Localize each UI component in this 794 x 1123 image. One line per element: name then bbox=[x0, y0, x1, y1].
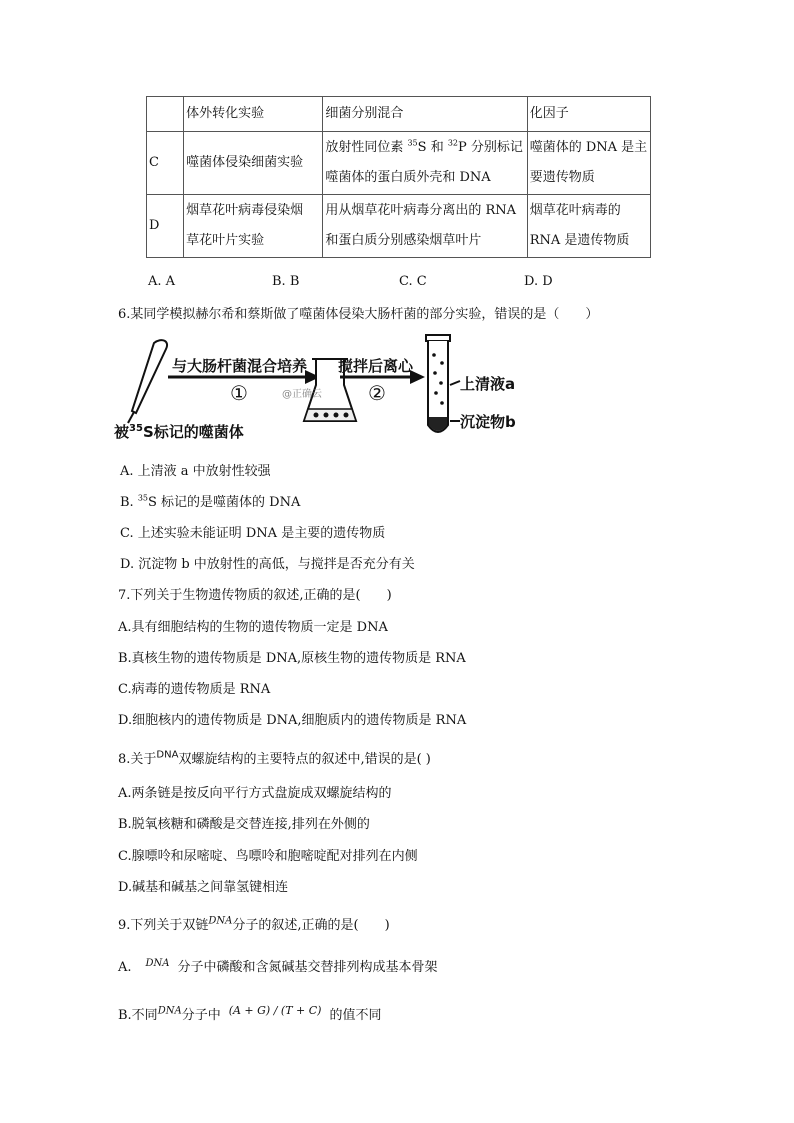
q8-option-b[interactable]: B.脱氧核糖和磷酸是交替连接,排列在外侧的 bbox=[118, 817, 370, 832]
q6-option-d[interactable]: D. 沉淀物 b 中放射性的高低，与搅拌是否充分有关 bbox=[120, 557, 415, 572]
q7-option-c[interactable]: C.病毒的遗传物质是 RNA bbox=[118, 682, 271, 697]
cell-line: RNA 是遗传物质 bbox=[529, 233, 630, 248]
label-text: S标记的噬菌体 bbox=[142, 423, 244, 441]
table-cell: 化因子 bbox=[527, 97, 650, 132]
option-text: B.不同 bbox=[118, 1008, 158, 1023]
phage-label bbox=[114, 421, 244, 442]
dna-symbol: DNA bbox=[208, 915, 233, 927]
stem-text: 9.下列关于双链 bbox=[118, 918, 209, 933]
q7-stem: 7.下列关于生物遗传物质的叙述,正确的是( ) bbox=[118, 588, 392, 603]
sediment-label: 沉淀物b bbox=[460, 413, 516, 431]
cell-line: 草花叶片实验 bbox=[186, 233, 265, 248]
q7-option-a[interactable]: A.具有细胞结构的生物的遗传物质一定是 DNA bbox=[118, 620, 388, 635]
table-row bbox=[147, 195, 651, 258]
row-label: D bbox=[147, 195, 184, 258]
row-label: C bbox=[147, 132, 184, 195]
step2-number: ② bbox=[368, 381, 386, 405]
cell-line bbox=[325, 133, 524, 163]
step1-label: 与大肠杆菌混合培养 bbox=[172, 357, 308, 375]
cell-line: 用从烟草花叶病毒分离出的 RNA bbox=[325, 203, 517, 218]
cell-line: 烟草花叶病毒的 bbox=[529, 203, 621, 218]
table-cell: 噬菌体侵染细菌实验 bbox=[184, 132, 323, 195]
superscript: 32 bbox=[447, 138, 459, 148]
q6-stem: 6.某同学模拟赫尔希和蔡斯做了噬菌体侵染大肠杆菌的部分实验，错误的是（ ） bbox=[118, 307, 599, 322]
q8-stem bbox=[118, 748, 431, 767]
cell-text: P 分别标记 bbox=[458, 140, 523, 155]
table-cell bbox=[527, 132, 650, 195]
q6-option-b[interactable] bbox=[120, 491, 300, 510]
option-text: 分子中磷酸和含氮碱基交替排列构成基本骨架 bbox=[177, 960, 438, 975]
step2-label: 搅拌后离心 bbox=[338, 357, 414, 375]
stem-text: 分子的叙述,正确的是( ) bbox=[232, 918, 390, 933]
cell-text: S 和 bbox=[417, 140, 448, 155]
table-row bbox=[147, 97, 651, 132]
stem-text: 8.关于 bbox=[118, 752, 157, 767]
phage-experiment-diagram bbox=[110, 333, 520, 448]
step1-number: ① bbox=[230, 381, 248, 405]
table-cell: 细菌分别混合 bbox=[323, 97, 527, 132]
q9-stem bbox=[118, 914, 390, 933]
cell-line: 噬菌体的 DNA 是主 bbox=[529, 140, 648, 155]
option-text: 的值不同 bbox=[329, 1008, 382, 1023]
q9-option-b[interactable] bbox=[118, 1004, 382, 1023]
dna-symbol: DNA bbox=[145, 957, 170, 969]
table-cell bbox=[184, 195, 323, 258]
supernatant-label: 上清液a bbox=[460, 375, 516, 393]
cell-line: 和蛋白质分别感染烟草叶片 bbox=[325, 233, 482, 248]
q5-option-a[interactable]: A. A bbox=[148, 274, 176, 289]
option-text: A. bbox=[118, 960, 132, 975]
superscript: 35 bbox=[407, 138, 418, 148]
ratio-formula: (A + G) / (T + C) bbox=[228, 1003, 322, 1017]
q7-option-b[interactable]: B.真核生物的遗传物质是 DNA,原核生物的遗传物质是 RNA bbox=[118, 651, 466, 666]
test-tube-icon bbox=[426, 335, 460, 432]
label-text: 被 bbox=[114, 423, 130, 441]
q7-option-d[interactable]: D.细胞核内的遗传物质是 DNA,细胞质内的遗传物质是 RNA bbox=[118, 713, 467, 728]
superscript: 35 bbox=[129, 423, 143, 434]
dropper-icon bbox=[128, 340, 167, 423]
q8-option-d[interactable]: D.碱基和碱基之间靠氢键相连 bbox=[118, 880, 289, 895]
q5-table bbox=[146, 96, 651, 258]
cell-line: 噬菌体的蛋白质外壳和 DNA bbox=[325, 170, 491, 185]
q5-option-b[interactable]: B. B bbox=[272, 274, 300, 289]
q9-option-a[interactable] bbox=[118, 956, 438, 975]
table-cell: 体外转化实验 bbox=[184, 97, 323, 132]
dna-symbol: DNA bbox=[157, 1005, 182, 1017]
dna-symbol: DNA bbox=[156, 749, 179, 761]
cell-text: 放射性同位素 bbox=[325, 140, 408, 155]
superscript: 35 bbox=[137, 493, 149, 503]
table-cell bbox=[147, 97, 184, 132]
stem-text: 双螺旋结构的主要特点的叙述中,错误的是( ) bbox=[178, 752, 431, 767]
table-cell bbox=[323, 132, 527, 195]
cell-line: 烟草花叶病毒侵染烟 bbox=[186, 203, 304, 218]
table-cell bbox=[323, 195, 527, 258]
q8-option-c[interactable]: C.腺嘌呤和尿嘧啶、鸟嘌呤和胞嘧啶配对排列在内侧 bbox=[118, 849, 418, 864]
table-cell bbox=[527, 195, 650, 258]
q5-option-c[interactable]: C. C bbox=[399, 274, 427, 289]
table-row bbox=[147, 132, 651, 195]
option-text: B. bbox=[120, 495, 138, 510]
watermark: @正确云 bbox=[282, 389, 322, 400]
option-text: S 标记的是噬菌体的 DNA bbox=[148, 495, 301, 510]
cell-line: 要遗传物质 bbox=[529, 170, 595, 185]
q8-option-a[interactable]: A.两条链是按反向平行方式盘旋成双螺旋结构的 bbox=[118, 786, 392, 801]
q5-option-d[interactable]: D. D bbox=[524, 274, 553, 289]
q6-option-a[interactable]: A. 上清液 a 中放射性较强 bbox=[120, 464, 271, 479]
q6-option-c[interactable]: C. 上述实验未能证明 DNA 是主要的遗传物质 bbox=[120, 526, 386, 541]
option-text: 分子中 bbox=[181, 1008, 221, 1023]
